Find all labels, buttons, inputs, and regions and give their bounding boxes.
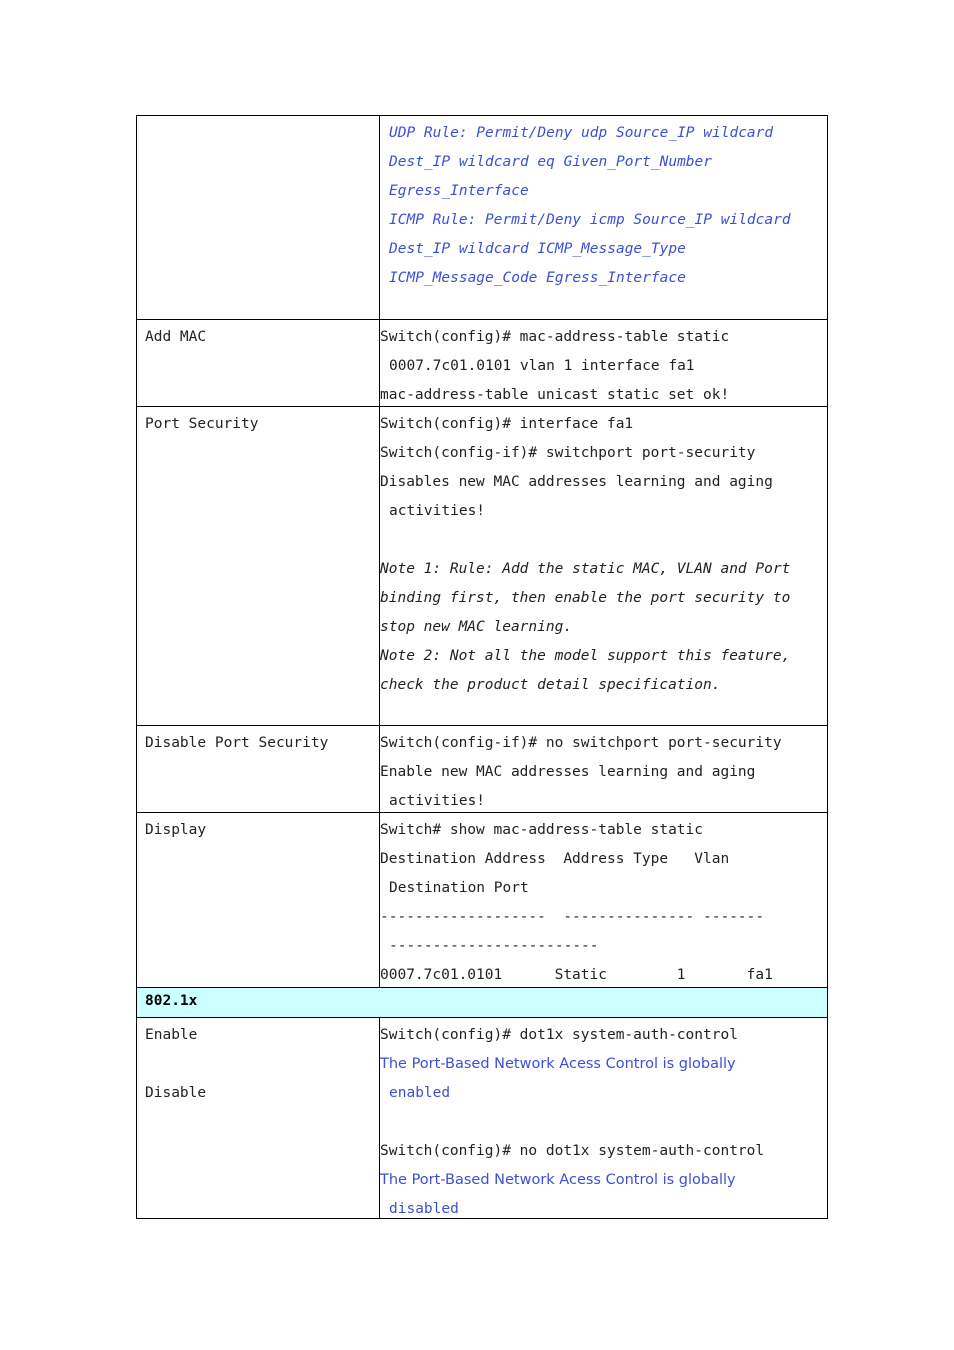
note-line: stop new MAC learning.: [380, 619, 573, 635]
status-message: The Port-Based Network Acess Control is globally: [380, 1056, 736, 1072]
command-line: Switch# show mac-address-table static: [380, 822, 704, 838]
table-row: [137, 726, 828, 813]
section-header-802-1x: 802.1x: [137, 988, 828, 1018]
note-line: Note 2: Not all the model support this feature,: [380, 648, 791, 664]
row-command-cell: [380, 407, 827, 725]
output-line: activities!: [389, 793, 486, 809]
table-row: [137, 813, 828, 988]
table-row: [137, 407, 828, 726]
row-label: Display: [145, 822, 207, 838]
table-row: [137, 116, 828, 320]
row-label-cell: [137, 1018, 380, 1218]
icmp-rule-line: ICMP Rule: Permit/Deny icmp Source_IP wildcard: [389, 212, 791, 228]
icmp-rule-line: ICMP_Message_Code Egress_Interface: [389, 270, 686, 286]
output-line: ------------------------: [389, 938, 599, 954]
note-line: Note 1: Rule: Add the static MAC, VLAN and Port: [380, 561, 791, 577]
spacer: [380, 1109, 827, 1138]
output-line: 0007.7c01.0101 Static 1 fa1: [380, 967, 773, 983]
table-row: [137, 320, 828, 407]
row-command-cell: [380, 320, 827, 406]
note-line: binding first, then enable the port security to: [380, 590, 791, 606]
row-label: Disable Port Security: [145, 735, 329, 751]
output-line: mac-address-table unicast static set ok!: [380, 387, 730, 403]
row-label: Port Security: [145, 416, 259, 432]
spacer: [145, 1051, 379, 1080]
spacer: [380, 527, 827, 556]
output-line: activities!: [389, 503, 486, 519]
udp-rule-line: UDP Rule: Permit/Deny udp Source_IP wildcard: [389, 125, 774, 141]
udp-rule-line: Dest_IP wildcard eq Given_Port_Number: [389, 154, 713, 170]
row-label-cell: [137, 116, 380, 319]
row-label: Add MAC: [145, 329, 207, 345]
row-label-enable: Enable: [145, 1027, 198, 1043]
status-message: enabled: [389, 1085, 451, 1101]
status-message: The Port-Based Network Acess Control is globally: [380, 1172, 736, 1188]
command-table: [136, 115, 828, 1219]
udp-rule-line: Egress_Interface: [389, 183, 529, 199]
command-line: Switch(config)# mac-address-table static: [380, 329, 730, 345]
row-label-cell: [137, 320, 380, 406]
row-label-cell: [137, 407, 380, 725]
command-line: 0007.7c01.0101 vlan 1 interface fa1: [389, 358, 695, 374]
output-line: Destination Address Address Type Vlan: [380, 851, 730, 867]
command-line: Switch(config)# interface fa1: [380, 416, 634, 432]
row-command-cell: [380, 1018, 827, 1218]
row-label-cell: [137, 726, 380, 812]
output-line: Enable new MAC addresses learning and aging: [380, 764, 756, 780]
row-command-cell: [380, 726, 827, 812]
table-row: [137, 1018, 828, 1219]
row-label-cell: [137, 813, 380, 987]
row-command-cell: [380, 813, 827, 987]
icmp-rule-line: Dest_IP wildcard ICMP_Message_Type: [389, 241, 686, 257]
command-line: Switch(config-if)# switchport port-security: [380, 445, 756, 461]
command-line: Switch(config)# dot1x system-auth-control: [380, 1027, 738, 1043]
command-line: Switch(config-if)# no switchport port-security: [380, 735, 782, 751]
output-line: Destination Port: [389, 880, 529, 896]
row-command-cell: [380, 116, 827, 319]
note-line: check the product detail specification.: [380, 677, 721, 693]
row-label-disable: Disable: [145, 1085, 207, 1101]
command-line: Switch(config)# no dot1x system-auth-control: [380, 1143, 765, 1159]
output-line: Disables new MAC addresses learning and aging: [380, 474, 773, 490]
output-line: ------------------- --------------- -------: [380, 909, 765, 925]
status-message: disabled: [389, 1201, 459, 1217]
